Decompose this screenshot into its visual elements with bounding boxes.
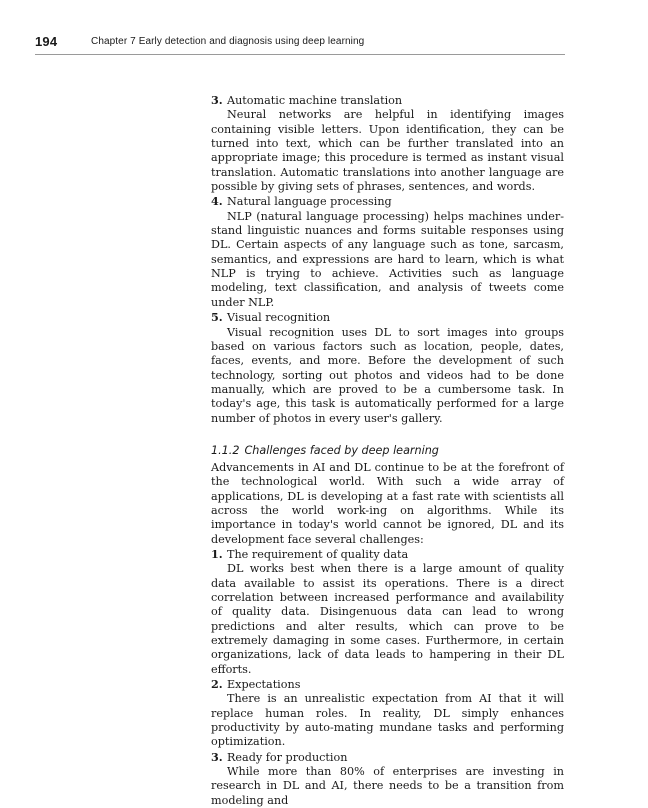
section-heading — [211, 444, 564, 458]
list-item-body: While more than 80% of enterprises are investing in research in DL and AI, there needs to be a transition from modeling and — [211, 765, 564, 807]
list-item-body: NLP (natural language processing) helps machines under-stand linguistic nuances and forms suitable responses using DL. Certain aspects of any language such as tone, sarcasm, semantics, and expressions are hard to learn, which is what NLP is trying to achieve. Activities such as language modeling, text classification, and analysis of tweets come under NLP. — [211, 209, 564, 309]
list-item-body: There is an unrealistic expectation from AI that it will replace human roles. In reality, DL simply enhances productivity by auto-mating mundane tasks and performing optimization. — [211, 692, 564, 749]
list-item-body: Neural networks are helpful in identifying images containing visible letters. Upon identification, they can be turned into text, which can be further translated into an appropriate image; this procedure is termed as instant visual translation. Automatic translations into another language are possible by giving sets of phrases, sentences, and words. — [211, 108, 564, 194]
running-head: Chapter 7 Early detection and diagnosis using deep learning — [91, 36, 365, 47]
list-item-number: 3. — [211, 93, 223, 107]
list-item-body: DL works best when there is a large amount of quality data available to assist its operations. There is a direct correlation between increased performance and availability of quality data. Disingenuous data can lead to wrong predictions and alter results, which can prove to be extremely damaging in some cases. Furthermore, in certain organizations, lack of data leads to hampering in their DL efforts. — [211, 562, 564, 676]
page-number: 194 — [35, 34, 58, 49]
body-text — [211, 93, 564, 808]
list-item — [211, 677, 564, 750]
list-item — [211, 750, 564, 808]
list-item-number: 4. — [211, 194, 223, 209]
section-intro: Advancements in AI and DL continue to be at the forefront of the technological world. With such a wide array of applications, DL is developing at a fast rate with scientists all across the world work-ing on algorithms. While its importance in today's world cannot be ignored, DL and its development face several challenges: — [211, 460, 564, 546]
list-item-body: Visual recognition uses DL to sort images into groups based on various factors such as location, people, dates, faces, events, and more. Before the development of such technology, sorting out photos and videos had to be done manually, which are proved to be a cumbersome task. In today's age, this task is automatically performed for a large number of photos in every user's gallery. — [211, 325, 564, 425]
list-item — [211, 310, 564, 426]
list-item-number: 3. — [211, 749, 223, 764]
list-item-title: Ready for production — [227, 750, 348, 764]
list-item — [211, 93, 564, 194]
list-item-title: Natural language processing — [227, 195, 392, 209]
section-title: Challenges faced by deep learning — [244, 443, 439, 457]
list-item-number: 1. — [211, 546, 223, 561]
list-item-title: Automatic machine translation — [227, 94, 403, 107]
list-item-title: Visual recognition — [227, 311, 331, 325]
list-item-title: Expectations — [227, 678, 301, 692]
list-item — [211, 547, 564, 677]
list-item-number: 2. — [211, 677, 223, 692]
list-item-number: 5. — [211, 310, 223, 325]
list-item — [211, 194, 564, 310]
list-item-title: The requirement of quality data — [227, 547, 409, 561]
page-header — [35, 34, 565, 55]
section-number: 1.1.2 — [211, 443, 240, 457]
